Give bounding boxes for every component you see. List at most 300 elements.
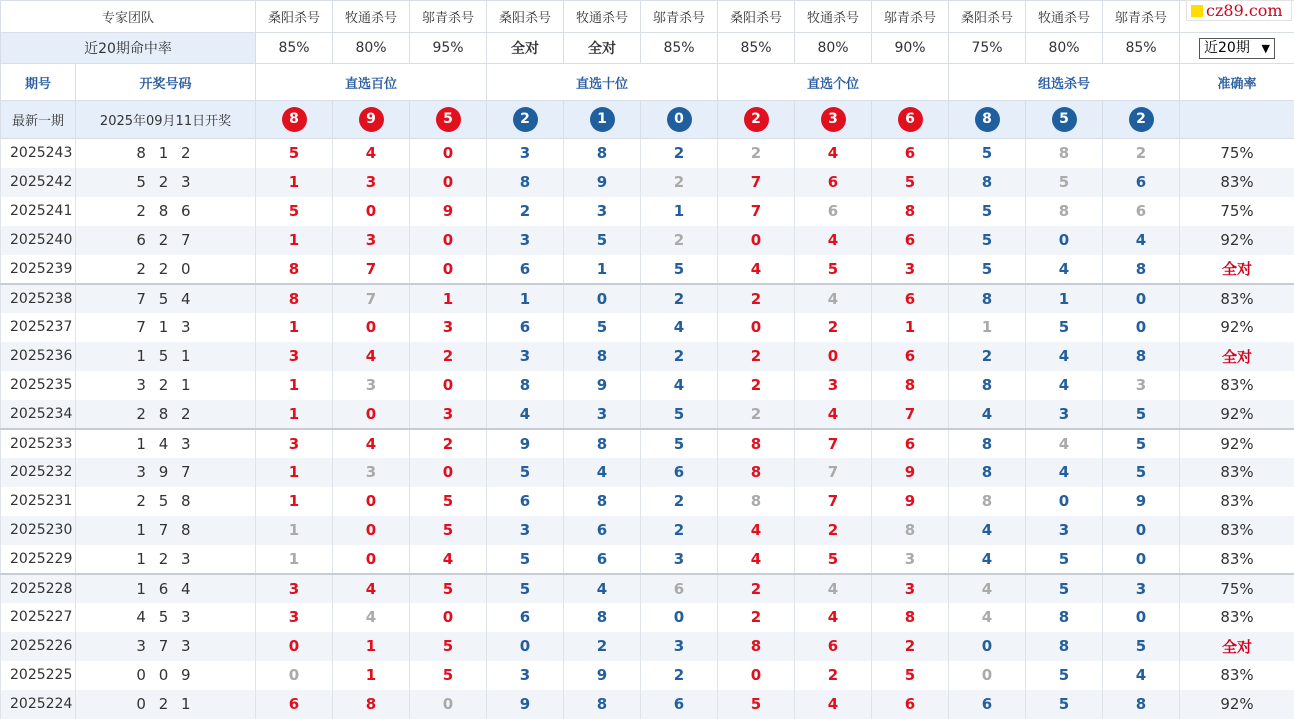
latest-row: [1, 101, 1294, 139]
kill-number: 3: [1103, 371, 1180, 400]
draw-numbers: 2 2 0: [76, 255, 256, 284]
kill-number: 3: [1103, 574, 1180, 603]
kill-number: 6: [487, 487, 564, 516]
site-logo[interactable]: [1186, 0, 1292, 21]
kill-number: 9: [872, 487, 949, 516]
draw-numbers: 2 8 2: [76, 400, 256, 429]
kill-number: 5: [564, 313, 641, 342]
table-row: [1, 313, 1294, 342]
accuracy-value: 83%: [1180, 603, 1294, 632]
kill-number: 9: [410, 197, 487, 226]
prediction-ball: 6: [898, 107, 923, 132]
accuracy-value: 全对: [1180, 255, 1294, 284]
kill-number: 5: [410, 487, 487, 516]
kill-number: 8: [564, 139, 641, 168]
kill-number: 0: [718, 226, 795, 255]
kill-number: 2: [718, 342, 795, 371]
kill-number: 2: [641, 168, 718, 197]
kill-number: 0: [949, 661, 1026, 690]
prediction-ball: 0: [667, 107, 692, 132]
kill-number: 5: [410, 574, 487, 603]
issue-number: 2025228: [1, 574, 76, 603]
issue-number: 2025224: [1, 690, 76, 719]
kill-number: 4: [333, 429, 410, 458]
kill-number: 1: [641, 197, 718, 226]
table-row: [1, 690, 1294, 719]
kill-number: 2: [872, 632, 949, 661]
kill-number: 7: [333, 284, 410, 313]
kill-number: 5: [1026, 313, 1103, 342]
expert-name: 牧通杀号: [564, 1, 641, 33]
kill-number: 3: [564, 197, 641, 226]
kill-number: 2: [487, 197, 564, 226]
accuracy-value: 75%: [1180, 574, 1294, 603]
kill-number: 9: [564, 168, 641, 197]
kill-number: 5: [1026, 168, 1103, 197]
table-row: [1, 197, 1294, 226]
kill-number: 3: [487, 226, 564, 255]
kill-number: 5: [641, 400, 718, 429]
accuracy-value: 83%: [1180, 661, 1294, 690]
draw-numbers: 3 9 7: [76, 458, 256, 487]
kill-number: 5: [795, 545, 872, 574]
kill-number: 8: [564, 487, 641, 516]
kill-number: 5: [410, 516, 487, 545]
kill-number: 3: [256, 574, 333, 603]
kill-number: 4: [564, 574, 641, 603]
kill-number: 5: [256, 197, 333, 226]
draw-numbers: 7 1 3: [76, 313, 256, 342]
hit-rate: 95%: [410, 33, 487, 64]
accuracy-value: 92%: [1180, 400, 1294, 429]
kill-number: 6: [795, 632, 872, 661]
kill-number: 8: [564, 429, 641, 458]
issue-number: 2025226: [1, 632, 76, 661]
kill-number: 3: [333, 226, 410, 255]
accuracy-value: 83%: [1180, 168, 1294, 197]
logo-text: cz89.com: [1206, 1, 1283, 20]
kill-number: 3: [872, 255, 949, 284]
table-row: [1, 545, 1294, 574]
kill-number: 8: [949, 487, 1026, 516]
kill-number: 2: [641, 661, 718, 690]
latest-accuracy: [1180, 101, 1294, 139]
kill-number: 9: [487, 690, 564, 719]
issue-number: 2025239: [1, 255, 76, 284]
expert-name: 邬青杀号: [1103, 1, 1180, 33]
draw-numbers: 3 7 3: [76, 632, 256, 661]
kill-number: 8: [256, 284, 333, 313]
kill-number: 0: [1103, 545, 1180, 574]
accuracy-value: 92%: [1180, 313, 1294, 342]
kill-number: 8: [1026, 632, 1103, 661]
kill-number: 0: [1103, 284, 1180, 313]
kill-number: 6: [1103, 168, 1180, 197]
kill-number: 6: [872, 429, 949, 458]
kill-number: 5: [410, 632, 487, 661]
accuracy-value: 全对: [1180, 342, 1294, 371]
kill-number: 2: [718, 603, 795, 632]
kill-number: 8: [564, 342, 641, 371]
kill-number: 5: [1103, 632, 1180, 661]
kill-number: 3: [564, 400, 641, 429]
kill-number: 1: [872, 313, 949, 342]
table-row: [1, 661, 1294, 690]
expert-name: 邬青杀号: [641, 1, 718, 33]
kill-number: 5: [1026, 574, 1103, 603]
kill-number: 4: [795, 226, 872, 255]
kill-number: 8: [1103, 255, 1180, 284]
draw-numbers: 3 2 1: [76, 371, 256, 400]
kill-number: 5: [949, 255, 1026, 284]
kill-number: 1: [333, 632, 410, 661]
kill-number: 8: [1103, 342, 1180, 371]
kill-number: 4: [795, 400, 872, 429]
kill-number: 1: [256, 168, 333, 197]
hit-rate: 80%: [1026, 33, 1103, 64]
kill-number: 8: [718, 458, 795, 487]
kill-number: 6: [564, 516, 641, 545]
kill-number: 9: [564, 371, 641, 400]
kill-number: 0: [1103, 603, 1180, 632]
hit-rate: 85%: [718, 33, 795, 64]
draw-numbers: 1 2 3: [76, 545, 256, 574]
kill-number: 8: [564, 603, 641, 632]
group-header: 组选杀号: [949, 64, 1180, 101]
accuracy-value: 92%: [1180, 226, 1294, 255]
kill-number: 6: [949, 690, 1026, 719]
table-row: [1, 516, 1294, 545]
draw-numbers: 1 7 8: [76, 516, 256, 545]
chevron-down-icon: ▼: [1261, 41, 1271, 55]
table-row: [1, 284, 1294, 313]
kill-number: 9: [487, 429, 564, 458]
prediction-ball: 8: [975, 107, 1000, 132]
kill-number: 8: [949, 168, 1026, 197]
accuracy-value: 83%: [1180, 487, 1294, 516]
kill-number: 9: [872, 458, 949, 487]
kill-number: 0: [410, 371, 487, 400]
draw-numbers: 5 2 3: [76, 168, 256, 197]
latest-label: 最新一期: [1, 101, 76, 139]
kill-number: 1: [333, 661, 410, 690]
kill-number: 3: [1026, 516, 1103, 545]
kill-number: 3: [333, 168, 410, 197]
table-row: [1, 458, 1294, 487]
kill-number: 3: [641, 545, 718, 574]
kill-number: 5: [410, 661, 487, 690]
draw-header: 开奖号码: [76, 64, 256, 101]
kill-number: 0: [410, 226, 487, 255]
kill-number: 1: [410, 284, 487, 313]
kill-number: 4: [333, 574, 410, 603]
accuracy-value: 75%: [1180, 139, 1294, 168]
kill-number: 6: [795, 168, 872, 197]
kill-number: 6: [641, 574, 718, 603]
kill-number: 0: [1026, 226, 1103, 255]
kill-number: 1: [256, 545, 333, 574]
prediction-ball: 2: [1129, 107, 1154, 132]
kill-number: 2: [641, 516, 718, 545]
kill-number: 5: [949, 197, 1026, 226]
expert-name: 桑阳杀号: [949, 1, 1026, 33]
kill-number: 0: [564, 284, 641, 313]
draw-numbers: 1 6 4: [76, 574, 256, 603]
kill-number: 1: [256, 313, 333, 342]
expert-name: 牧通杀号: [1026, 1, 1103, 33]
kill-number: 1: [256, 458, 333, 487]
kill-number: 5: [641, 255, 718, 284]
kill-number: 0: [949, 632, 1026, 661]
kill-number: 9: [564, 661, 641, 690]
kill-number: 5: [1026, 661, 1103, 690]
kill-number: 2: [718, 400, 795, 429]
accuracy-value: 92%: [1180, 690, 1294, 719]
table-row: [1, 400, 1294, 429]
kill-number: 8: [872, 371, 949, 400]
kill-number: 8: [872, 197, 949, 226]
kill-number: 0: [333, 545, 410, 574]
kill-number: 4: [718, 516, 795, 545]
kill-number: 4: [795, 574, 872, 603]
kill-number: 6: [872, 690, 949, 719]
period-select-value: 近20期: [1204, 39, 1250, 56]
kill-number: 3: [256, 342, 333, 371]
issue-number: 2025241: [1, 197, 76, 226]
kill-number: 2: [641, 487, 718, 516]
kill-number: 4: [1026, 458, 1103, 487]
issue-number: 2025229: [1, 545, 76, 574]
kill-number: 6: [256, 690, 333, 719]
kill-number: 3: [410, 400, 487, 429]
kill-number: 4: [795, 284, 872, 313]
kill-number: 1: [256, 487, 333, 516]
kill-number: 4: [949, 545, 1026, 574]
kill-number: 4: [333, 603, 410, 632]
kill-number: 5: [872, 661, 949, 690]
kill-number: 4: [333, 342, 410, 371]
issue-number: 2025233: [1, 429, 76, 458]
kill-number: 7: [795, 458, 872, 487]
kill-number: 0: [410, 168, 487, 197]
issue-number: 2025230: [1, 516, 76, 545]
kill-number: 3: [410, 313, 487, 342]
kill-number: 2: [949, 342, 1026, 371]
hit-rate: 80%: [333, 33, 410, 64]
accuracy-value: 83%: [1180, 458, 1294, 487]
kill-number: 5: [487, 458, 564, 487]
kill-number: 8: [718, 487, 795, 516]
kill-number: 8: [333, 690, 410, 719]
kill-number: 8: [718, 429, 795, 458]
issue-number: 2025242: [1, 168, 76, 197]
kill-number: 7: [795, 429, 872, 458]
draw-numbers: 1 4 3: [76, 429, 256, 458]
prediction-ball: 5: [1052, 107, 1077, 132]
kill-number: 0: [333, 516, 410, 545]
kill-number: 5: [949, 226, 1026, 255]
kill-number: 6: [641, 458, 718, 487]
kill-number: 0: [410, 139, 487, 168]
prediction-ball: 1: [590, 107, 615, 132]
kill-number: 8: [256, 255, 333, 284]
kill-number: 0: [333, 487, 410, 516]
kill-number: 5: [795, 255, 872, 284]
kill-number: 5: [487, 574, 564, 603]
kill-number: 5: [641, 429, 718, 458]
kill-number: 0: [333, 197, 410, 226]
kill-number: 4: [949, 516, 1026, 545]
kill-number: 4: [949, 603, 1026, 632]
latest-draw-date: 2025年09月11日开奖: [76, 101, 256, 139]
kill-number: 7: [333, 255, 410, 284]
kill-number: 4: [718, 545, 795, 574]
kill-number: 0: [487, 632, 564, 661]
kill-number: 1: [256, 516, 333, 545]
kill-number: 6: [487, 255, 564, 284]
kill-number: 8: [1026, 197, 1103, 226]
kill-number: 0: [410, 603, 487, 632]
accuracy-value: 全对: [1180, 632, 1294, 661]
kill-number: 3: [1026, 400, 1103, 429]
prediction-ball: 2: [744, 107, 769, 132]
kill-number: 5: [872, 168, 949, 197]
draw-numbers: 4 5 3: [76, 603, 256, 632]
kill-number: 5: [718, 690, 795, 719]
kill-number: 8: [872, 516, 949, 545]
kill-number: 4: [795, 690, 872, 719]
kill-number: 8: [487, 371, 564, 400]
table-row: [1, 429, 1294, 458]
kill-number: 6: [1103, 197, 1180, 226]
kill-number: 5: [1103, 458, 1180, 487]
kill-number: 1: [1026, 284, 1103, 313]
kill-number: 8: [872, 603, 949, 632]
kill-number: 6: [872, 226, 949, 255]
logo-square-icon: [1191, 5, 1203, 17]
expert-name: 邬青杀号: [410, 1, 487, 33]
kill-number: 0: [333, 313, 410, 342]
accuracy-value: 83%: [1180, 371, 1294, 400]
period-select-cell: [1180, 33, 1294, 64]
prediction-ball: 9: [359, 107, 384, 132]
hit-rate: 85%: [256, 33, 333, 64]
kill-number: 6: [487, 603, 564, 632]
hit-rate: 75%: [949, 33, 1026, 64]
expert-name: 桑阳杀号: [487, 1, 564, 33]
draw-numbers: 1 5 1: [76, 342, 256, 371]
kill-number: 7: [795, 487, 872, 516]
draw-numbers: 0 0 9: [76, 661, 256, 690]
expert-name: 牧通杀号: [795, 1, 872, 33]
kill-number: 3: [487, 516, 564, 545]
hit-rate: 85%: [1103, 33, 1180, 64]
issue-number: 2025238: [1, 284, 76, 313]
kill-number: 3: [256, 429, 333, 458]
kill-number: 3: [872, 545, 949, 574]
table-row: [1, 574, 1294, 603]
issue-number: 2025240: [1, 226, 76, 255]
kill-number: 5: [949, 139, 1026, 168]
kill-number: 5: [1103, 400, 1180, 429]
issue-number: 2025237: [1, 313, 76, 342]
kill-number: 2: [718, 574, 795, 603]
accuracy-value: 83%: [1180, 284, 1294, 313]
kill-number: 5: [1026, 545, 1103, 574]
prediction-ball: 2: [513, 107, 538, 132]
kill-number: 4: [1103, 226, 1180, 255]
kill-number: 4: [795, 603, 872, 632]
kill-number: 6: [564, 545, 641, 574]
accuracy-value: 75%: [1180, 197, 1294, 226]
kill-number: 4: [1103, 661, 1180, 690]
table-row: [1, 255, 1294, 284]
kill-number: 8: [1026, 603, 1103, 632]
kill-number: 8: [1026, 139, 1103, 168]
expert-team-row: [1, 1, 1294, 33]
accuracy-value: 92%: [1180, 429, 1294, 458]
kill-number: 2: [718, 284, 795, 313]
kill-number: 2: [718, 139, 795, 168]
kill-number: 4: [795, 139, 872, 168]
hundreds-header: 直选百位: [256, 64, 487, 101]
kill-number: 8: [1103, 690, 1180, 719]
issue-number: 2025234: [1, 400, 76, 429]
kill-number: 2: [641, 226, 718, 255]
kill-number: 0: [333, 400, 410, 429]
section-header-row: [1, 64, 1294, 101]
kill-number: 1: [256, 371, 333, 400]
prediction-ball: 3: [821, 107, 846, 132]
kill-number: 3: [487, 139, 564, 168]
kill-number: 4: [641, 371, 718, 400]
kill-number: 0: [795, 342, 872, 371]
kill-number: 0: [410, 458, 487, 487]
kill-number: 8: [949, 284, 1026, 313]
period-select[interactable]: [1199, 38, 1275, 59]
expert-name: 桑阳杀号: [718, 1, 795, 33]
table-row: [1, 168, 1294, 197]
kill-number: 5: [1026, 690, 1103, 719]
kill-number: 4: [1026, 342, 1103, 371]
expert-name: 邬青杀号: [872, 1, 949, 33]
issue-number: 2025232: [1, 458, 76, 487]
kill-number: 2: [564, 632, 641, 661]
table-row: [1, 342, 1294, 371]
kill-number: 0: [641, 603, 718, 632]
kill-number: 8: [487, 168, 564, 197]
kill-number: 2: [718, 371, 795, 400]
draw-numbers: 0 2 1: [76, 690, 256, 719]
table-row: [1, 139, 1294, 168]
kill-number: 3: [256, 603, 333, 632]
kill-number: 3: [333, 458, 410, 487]
issue-number: 2025225: [1, 661, 76, 690]
kill-number: 0: [1103, 516, 1180, 545]
table-row: [1, 487, 1294, 516]
kill-number: 2: [795, 661, 872, 690]
prediction-ball: 8: [282, 107, 307, 132]
kill-number: 0: [1026, 487, 1103, 516]
issue-number: 2025227: [1, 603, 76, 632]
team-label: 专家团队: [1, 1, 256, 33]
hit-rate: 80%: [795, 33, 872, 64]
kill-number: 2: [795, 516, 872, 545]
kill-number: 2: [410, 429, 487, 458]
table-row: [1, 603, 1294, 632]
kill-number: 4: [564, 458, 641, 487]
kill-number: 4: [718, 255, 795, 284]
